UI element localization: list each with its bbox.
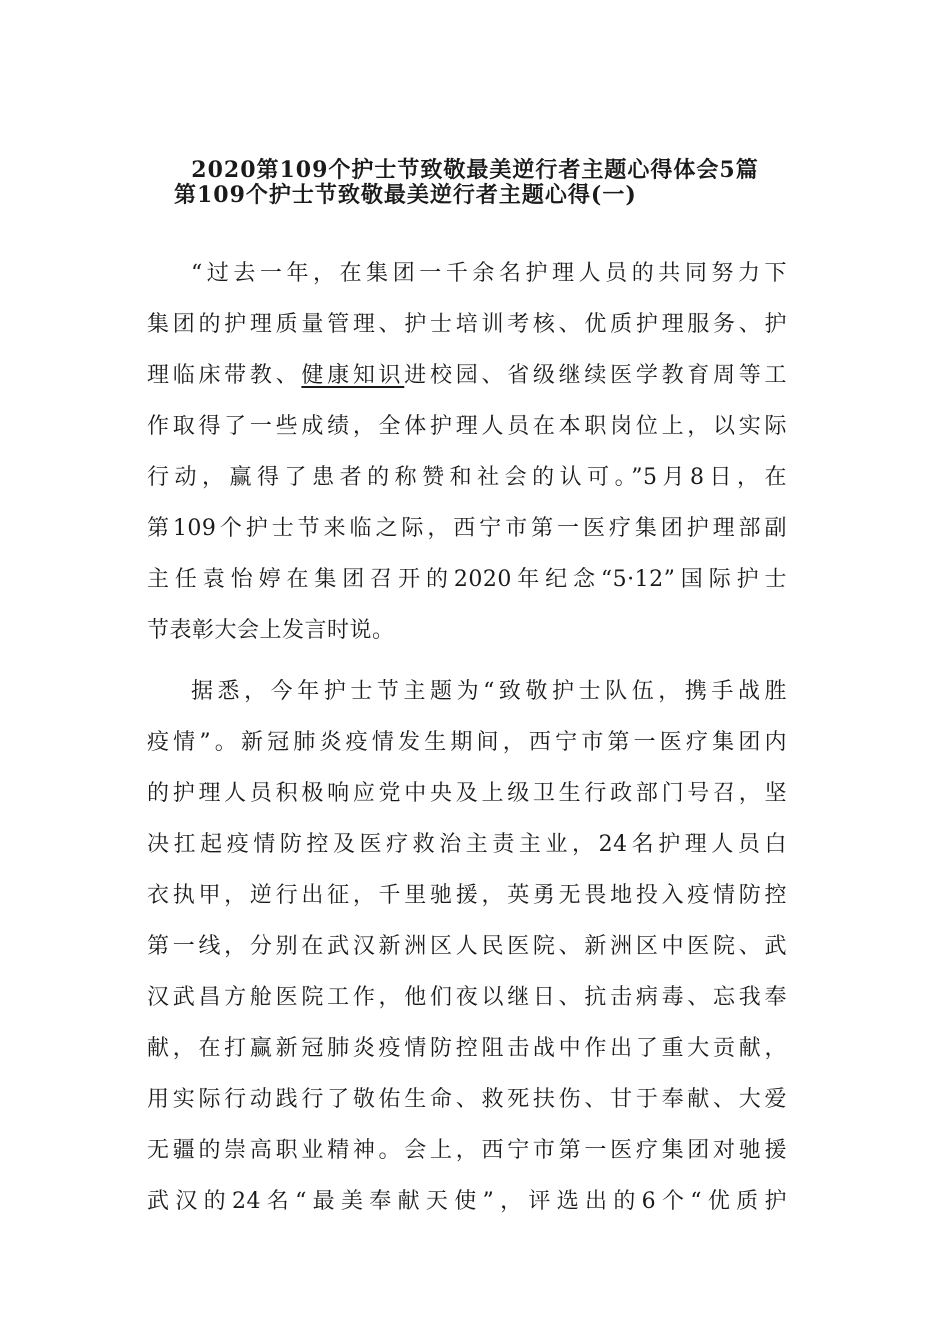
paragraph-2-line: 献，在打赢新冠肺炎疫情防控阻击战中作出了重大贡献，: [147, 1036, 787, 1061]
paragraph-2-line: 疫情”。新冠肺炎疫情发生期间，西宁市第一医疗集团内: [147, 730, 787, 755]
paragraph-2-line: 用实际行动践行了敬佑生命、救死扶伤、甘于奉献、大爱: [147, 1087, 787, 1112]
paragraph-2-line: 无疆的崇高职业精神。会上，西宁市第一医疗集团对驰援: [147, 1138, 787, 1163]
paragraph-1-line: 节表彰大会上发言时说。: [147, 618, 395, 643]
paragraph-1-line: 行动，赢得了患者的称赞和社会的认可。”5月8日，在: [147, 465, 787, 490]
text-segment: 理临床带教、: [147, 363, 302, 388]
paragraph-1-line: 第109个护士节来临之际，西宁市第一医疗集团护理部副: [147, 516, 787, 541]
text-segment: 进校园、省级继续医学教育周等工: [404, 363, 787, 388]
paragraph-2-line: 第一线，分别在武汉新洲区人民医院、新洲区中医院、武: [147, 934, 787, 959]
section-title: 第109个护士节致敬最美逆行者主题心得(一): [174, 182, 637, 208]
paragraph-2-line: 衣执甲，逆行出征，千里驰援，英勇无畏地投入疫情防控: [147, 883, 787, 908]
health-knowledge-link[interactable]: 健康知识: [301, 363, 405, 388]
paragraph-1-line: 集团的护理质量管理、护士培训考核、优质护理服务、护: [147, 312, 787, 337]
paragraph-2-line: 据悉，今年护士节主题为“致敬护士队伍，携手战胜: [191, 679, 787, 704]
document-title: 2020第109个护士节致敬最美逆行者主题心得体会5篇: [191, 157, 759, 183]
paragraph-1-line: 主任袁怡婷在集团召开的2020年纪念“5·12”国际护士: [147, 567, 787, 592]
paragraph-2-line: 武汉的24名“最美奉献天使”，评选出的6个“优质护: [147, 1189, 787, 1214]
article-body: [147, 248, 787, 1227]
paragraph-1-line: “过去一年，在集团一千余名护理人员的共同努力下: [191, 261, 787, 286]
paragraph-1-line: [147, 350, 787, 401]
paragraph-1-line: 作取得了一些成绩，全体护理人员在本职岗位上，以实际: [147, 414, 787, 439]
paragraph-gap: [147, 656, 787, 666]
paragraph-2-line: 的护理人员积极响应党中央及上级卫生行政部门号召，坚: [147, 781, 787, 806]
paragraph-2-line: 决扛起疫情防控及医疗救治主责主业，24名护理人员白: [147, 832, 787, 857]
paragraph-2-line: 汉武昌方舱医院工作，他们夜以继日、抗击病毒、忘我奉: [147, 985, 787, 1010]
